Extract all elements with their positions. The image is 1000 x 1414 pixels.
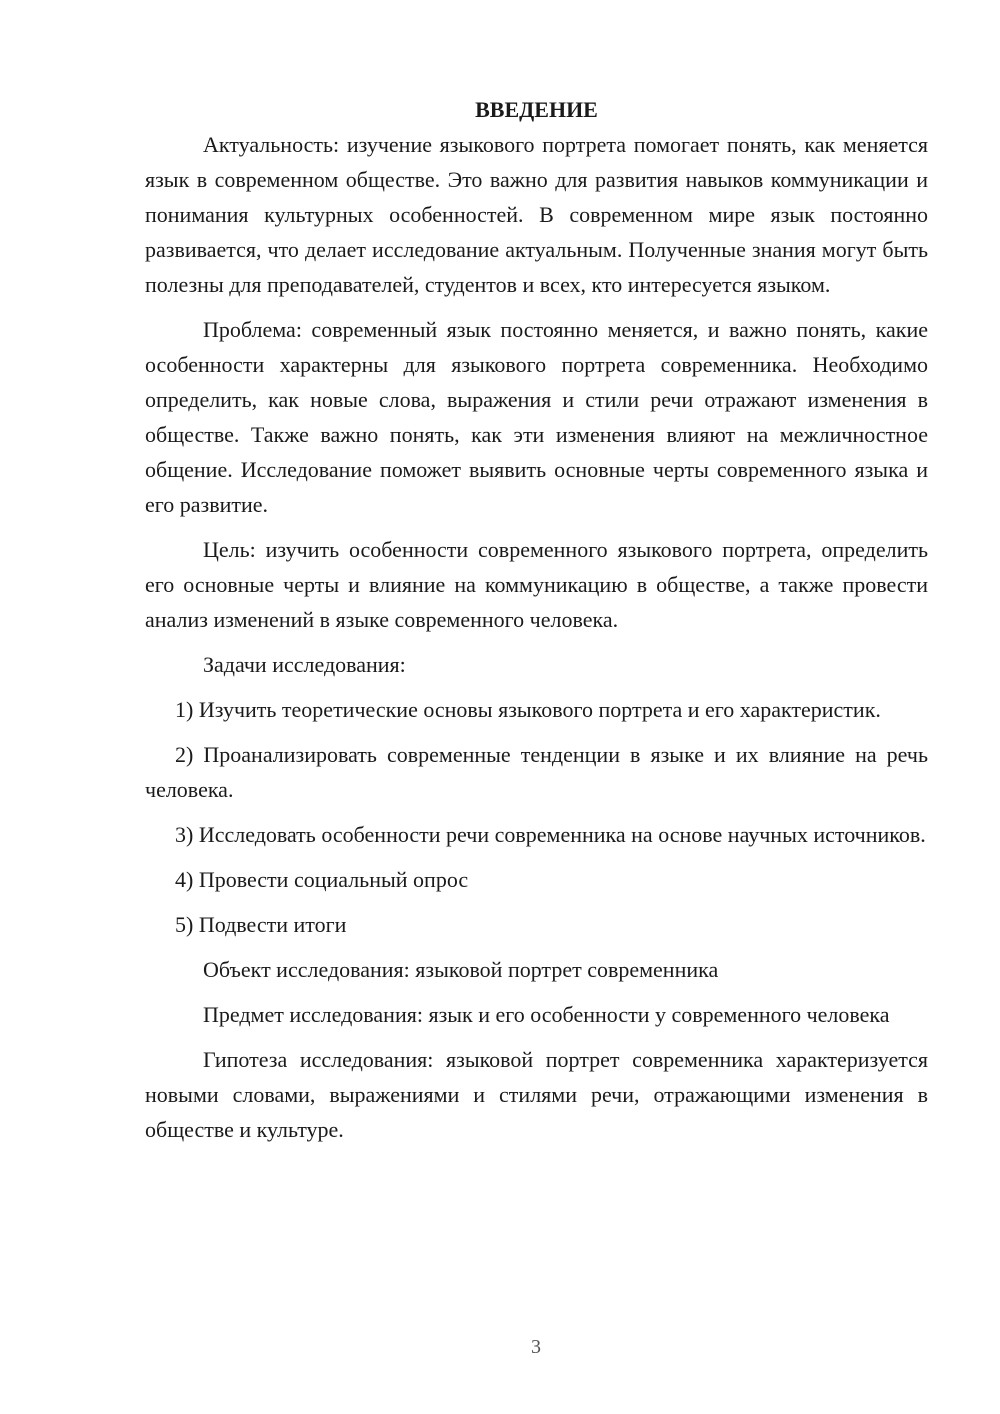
- tasks-heading: Задачи исследования:: [203, 652, 406, 677]
- problem-paragraph: Проблема: современный язык постоянно меняется, и важно понять, какие особенности характерны для языкового портрета современника. Необходимо определить, как новые слова, выражения и стили речи отражают изменения в обществе. Также важно понять, как эти изменения влияют на межличностное общение. Исследование поможет выявить основные черты современного языка и его развитие.: [145, 317, 928, 517]
- subject-paragraph: Предмет исследования: язык и его особенности у современного человека: [203, 1002, 890, 1027]
- relevance-paragraph: Актуальность: изучение языкового портрета помогает понять, как меняется язык в современном обществе. Это важно для развития навыков коммуникации и понимания культурных особенностей. В современном мире язык постоянно развивается, что делает исследование актуальным. Полученные знания могут быть полезны для преподавателей, студентов и всех, кто интересуется языком.: [145, 132, 928, 297]
- document-page: [145, 92, 928, 1157]
- goal-paragraph: Цель: изучить особенности современного языкового портрета, определить его основные черты и влияние на коммуникацию в обществе, а также провести анализ изменений в языке современного человека.: [145, 537, 928, 632]
- hypothesis-paragraph: Гипотеза исследования: языковой портрет современника характеризуется новыми словами, выражениями и стилями речи, отражающими изменения в обществе и культуре.: [145, 1047, 928, 1142]
- page-number: 3: [531, 1336, 541, 1358]
- list-item-task-1: 1) Изучить теоретические основы языкового портрета и его характеристик.: [175, 697, 881, 722]
- page-title: ВВЕДЕНИЕ: [475, 97, 598, 122]
- list-item-task-5: 5) Подвести итоги: [175, 912, 347, 937]
- list-item-task-2: 2) Проанализировать современные тенденции в языке и их влияние на речь человека.: [145, 742, 928, 802]
- list-item-task-4: 4) Провести социальный опрос: [175, 867, 469, 892]
- object-paragraph: Объект исследования: языковой портрет современника: [203, 957, 719, 982]
- list-item-task-3: 3) Исследовать особенности речи современника на основе научных источников.: [175, 822, 926, 847]
